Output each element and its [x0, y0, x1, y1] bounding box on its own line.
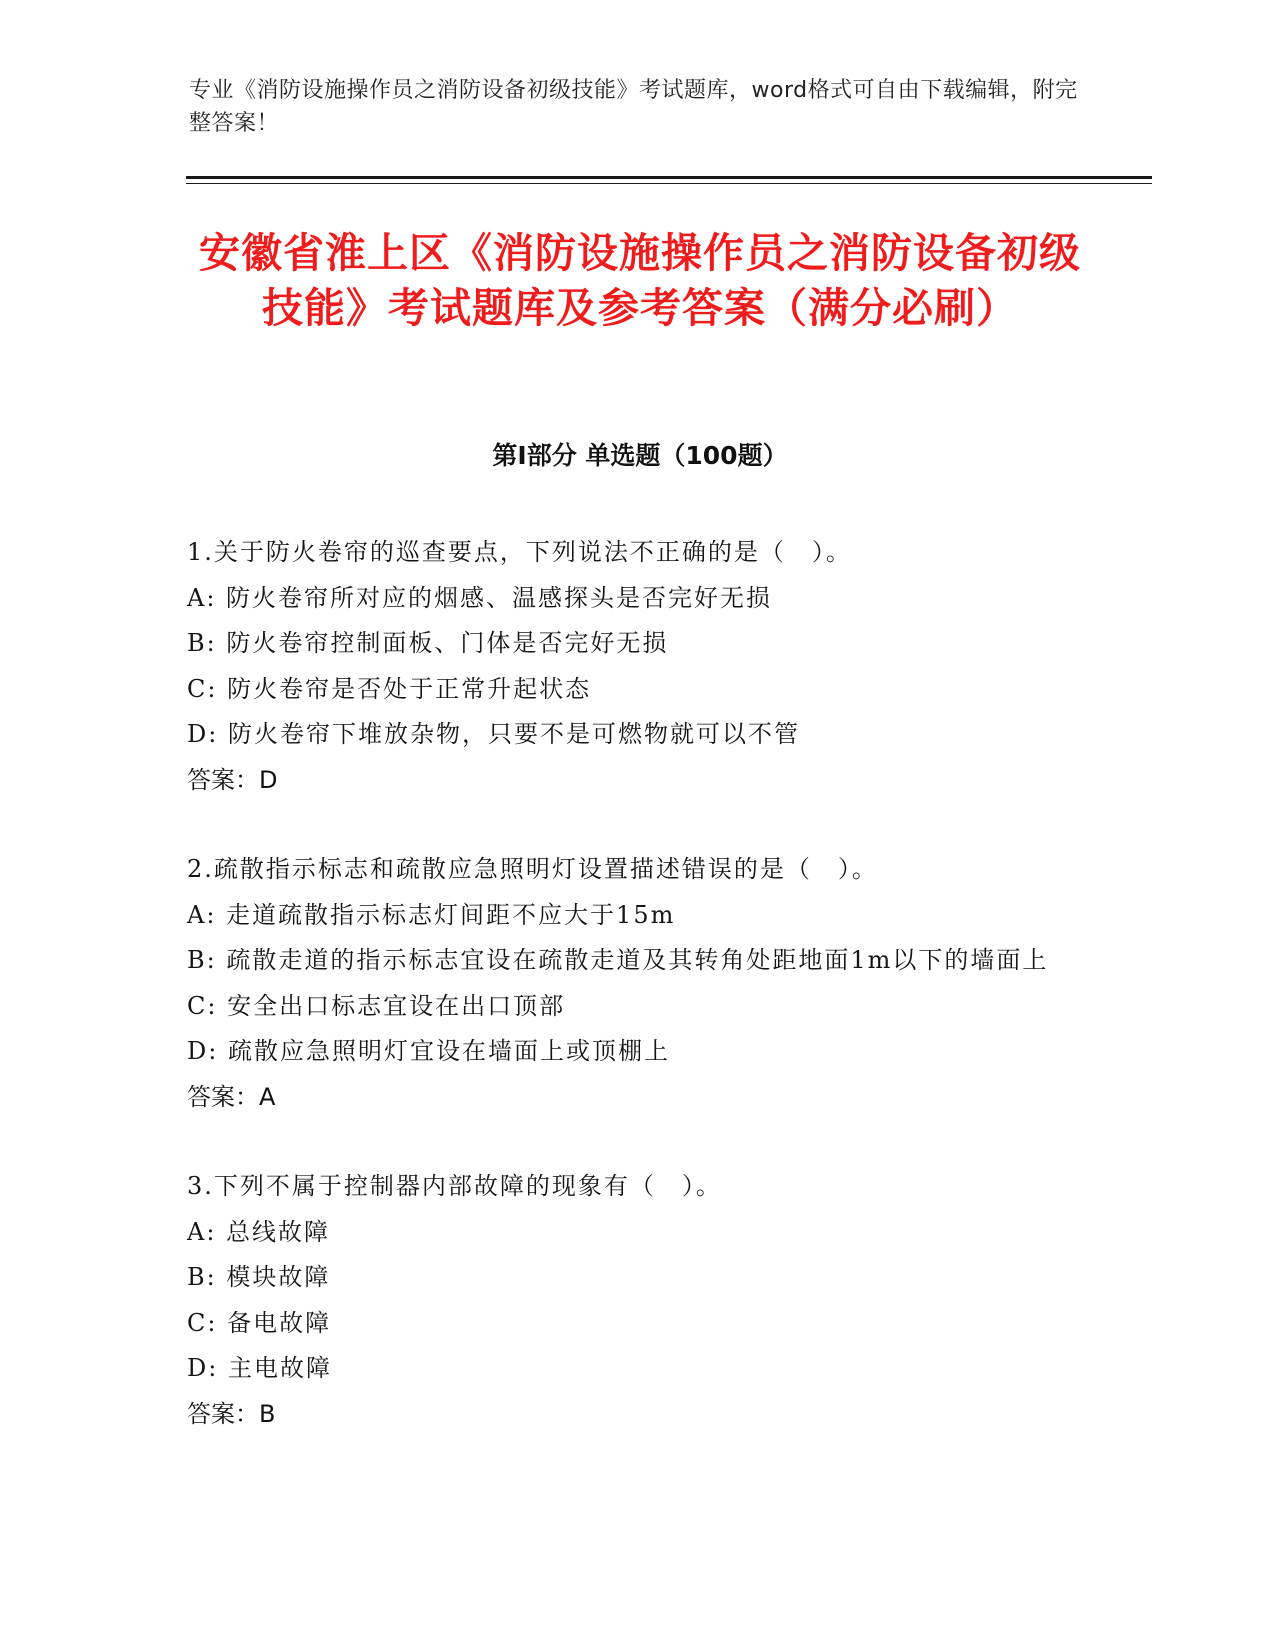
- option-c: C: 备电故障: [187, 1308, 332, 1337]
- question-stem: 2.疏散指示标志和疏散应急照明灯设置描述错误的是（ ）。: [187, 855, 878, 883]
- option-c: C: 防火卷帘是否处于正常升起状态: [187, 674, 592, 703]
- option-b: B: 模块故障: [187, 1263, 331, 1291]
- option-d: D: 防火卷帘下堆放杂物，只要不是可燃物就可以不管: [187, 720, 800, 748]
- option-a: A: 走道疏散指示标志灯间距不应大于15m: [187, 900, 676, 929]
- question-stem: 3.下列不属于控制器内部故障的现象有（ ）。: [187, 1172, 722, 1200]
- answer-label: 答案：A: [187, 1082, 276, 1111]
- header-note: 专业《消防设施操作员之消防设备初级技能》考试题库，word格式可自由下载编辑，附完整答案！: [189, 78, 1078, 136]
- option-a: A: 防火卷帘所对应的烟感、温感探头是否完好无损: [187, 583, 773, 612]
- option-b: B: 疏散走道的指示标志宜设在疏散走道及其转角处距地面1m以下的墙面上: [187, 946, 1049, 974]
- option-d: D: 疏散应急照明灯宜设在墙面上或顶棚上: [187, 1037, 670, 1065]
- option-a: A: 总线故障: [187, 1217, 331, 1246]
- answer-label: 答案：D: [187, 765, 278, 794]
- document-title: 安徽省淮上区《消防设施操作员之消防设备初级技能》考试题库及参考答案（满分必刷）: [199, 229, 1081, 332]
- question-item: [187, 1164, 1067, 1437]
- section-heading: 第Ⅰ部分 单选题（100题）: [492, 441, 788, 470]
- option-b: B: 防火卷帘控制面板、门体是否完好无损: [187, 629, 669, 657]
- header-divider-thick: [186, 176, 1152, 179]
- option-c: C: 安全出口标志宜设在出口顶部: [187, 991, 566, 1020]
- answer-label: 答案：B: [187, 1399, 276, 1428]
- header-divider-thin: [186, 183, 1152, 184]
- option-d: D: 主电故障: [187, 1354, 332, 1382]
- question-stem: 1.关于防火卷帘的巡查要点，下列说法不正确的是（ ）。: [187, 538, 852, 566]
- question-list: [187, 530, 1067, 1481]
- question-item: [187, 847, 1067, 1120]
- question-item: [187, 530, 1067, 803]
